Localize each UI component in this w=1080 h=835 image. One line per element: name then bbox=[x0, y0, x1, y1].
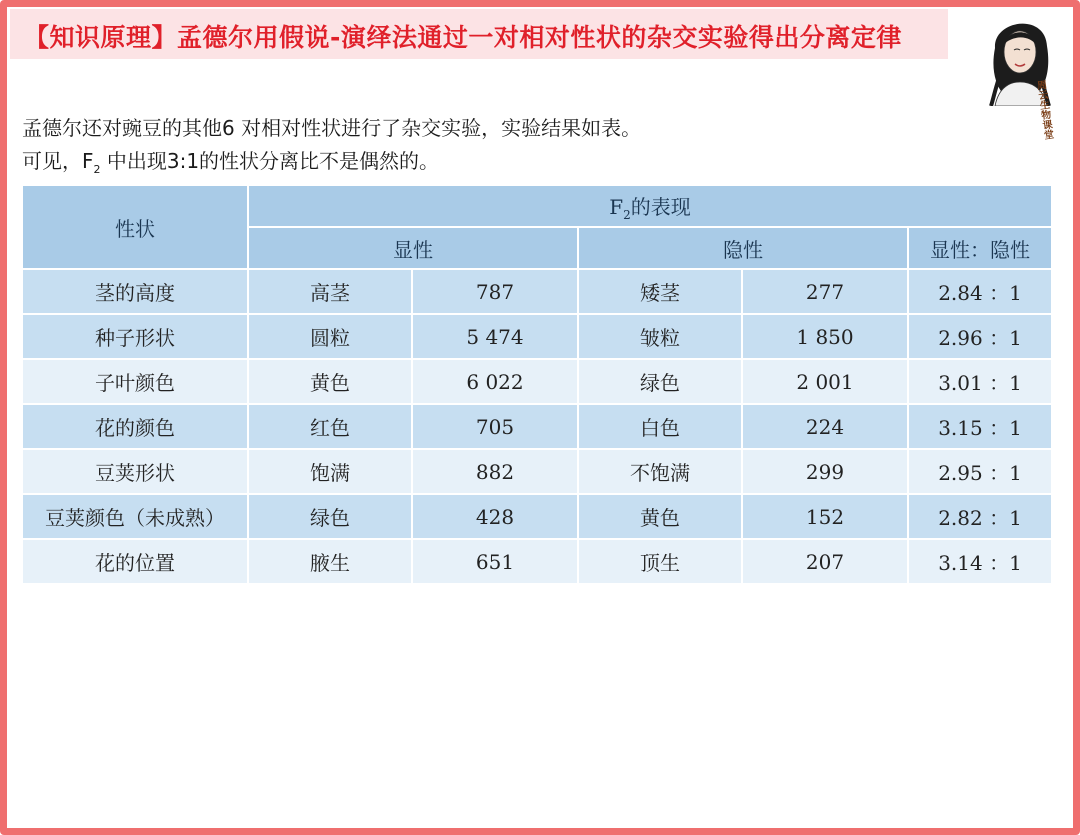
table-row bbox=[23, 270, 1051, 313]
cell-dominant: 高茎 bbox=[249, 270, 411, 313]
cell-dominant-count: 6 022 bbox=[413, 360, 577, 403]
cell-trait: 豆荚形状 bbox=[23, 450, 247, 493]
cell-dominant: 红色 bbox=[249, 405, 411, 448]
page-title: 【知识原理】孟德尔用假说-演绎法通过一对相对性状的杂交实验得出分离定律 bbox=[24, 23, 902, 52]
header-dominant: 显性 bbox=[249, 228, 577, 268]
table-row bbox=[23, 315, 1051, 358]
intro-line-2-pre: 可见，F bbox=[22, 149, 94, 173]
cell-trait: 茎的高度 bbox=[23, 270, 247, 313]
cell-recessive-count: 224 bbox=[743, 405, 907, 448]
header-trait: 性状 bbox=[23, 186, 247, 268]
cell-trait: 豆荚颜色（未成熟） bbox=[23, 495, 247, 538]
table-row bbox=[23, 405, 1051, 448]
intro-line-2-sub: 2 bbox=[93, 163, 101, 176]
cell-recessive: 顶生 bbox=[579, 540, 741, 583]
cell-recessive: 白色 bbox=[579, 405, 741, 448]
table-row bbox=[23, 540, 1051, 583]
segregation-table bbox=[21, 184, 1053, 585]
cell-recessive-count: 152 bbox=[743, 495, 907, 538]
cell-ratio: 2.96 ：1 bbox=[909, 315, 1051, 358]
table-row bbox=[23, 450, 1051, 493]
intro-line-1: 孟德尔还对豌豆的其他6 对相对性状进行了杂交实验，实验结果如表。 bbox=[22, 116, 642, 140]
header-f2-sub: 2 bbox=[623, 207, 631, 222]
intro-text bbox=[22, 112, 641, 186]
cell-dominant: 饱满 bbox=[249, 450, 411, 493]
table-row bbox=[23, 360, 1051, 403]
cell-dominant: 圆粒 bbox=[249, 315, 411, 358]
cell-ratio: 3.01 ：1 bbox=[909, 360, 1051, 403]
cell-dominant: 腋生 bbox=[249, 540, 411, 583]
cell-recessive-count: 299 bbox=[743, 450, 907, 493]
cell-ratio: 2.84 ：1 bbox=[909, 270, 1051, 313]
cell-dominant-count: 428 bbox=[413, 495, 577, 538]
cell-ratio: 3.14 ：1 bbox=[909, 540, 1051, 583]
cell-recessive-count: 2 001 bbox=[743, 360, 907, 403]
cell-dominant-count: 787 bbox=[413, 270, 577, 313]
cell-recessive-count: 1 850 bbox=[743, 315, 907, 358]
cell-recessive-count: 277 bbox=[743, 270, 907, 313]
cell-dominant-count: 882 bbox=[413, 450, 577, 493]
cell-trait: 种子形状 bbox=[23, 315, 247, 358]
cell-dominant-count: 705 bbox=[413, 405, 577, 448]
cell-trait: 子叶颜色 bbox=[23, 360, 247, 403]
cell-recessive: 皱粒 bbox=[579, 315, 741, 358]
cell-ratio: 2.95 ：1 bbox=[909, 450, 1051, 493]
signature-text: 周云生物课堂 bbox=[1033, 79, 1054, 141]
header-recessive: 隐性 bbox=[579, 228, 907, 268]
cell-ratio: 3.15 ：1 bbox=[909, 405, 1051, 448]
cell-trait: 花的颜色 bbox=[23, 405, 247, 448]
cell-recessive: 绿色 bbox=[579, 360, 741, 403]
header-ratio: 显性：隐性 bbox=[909, 228, 1051, 268]
header-f2-pre: F bbox=[609, 194, 624, 219]
cell-recessive: 黄色 bbox=[579, 495, 741, 538]
cell-trait: 花的位置 bbox=[23, 540, 247, 583]
teacher-avatar bbox=[975, 8, 1065, 106]
title-bar bbox=[10, 9, 948, 59]
header-f2-post: 的表现 bbox=[630, 194, 691, 219]
cell-recessive-count: 207 bbox=[743, 540, 907, 583]
cell-dominant: 绿色 bbox=[249, 495, 411, 538]
cell-recessive: 矮茎 bbox=[579, 270, 741, 313]
intro-line-2-post: 中出现3:1的性状分离比不是偶然的。 bbox=[100, 149, 440, 173]
cell-recessive: 不饱满 bbox=[579, 450, 741, 493]
table-row bbox=[23, 495, 1051, 538]
cell-dominant-count: 5 474 bbox=[413, 315, 577, 358]
cell-dominant: 黄色 bbox=[249, 360, 411, 403]
cell-dominant-count: 651 bbox=[413, 540, 577, 583]
cell-ratio: 2.82 ：1 bbox=[909, 495, 1051, 538]
header-f2 bbox=[249, 186, 1051, 226]
intro-line-2 bbox=[22, 145, 641, 186]
